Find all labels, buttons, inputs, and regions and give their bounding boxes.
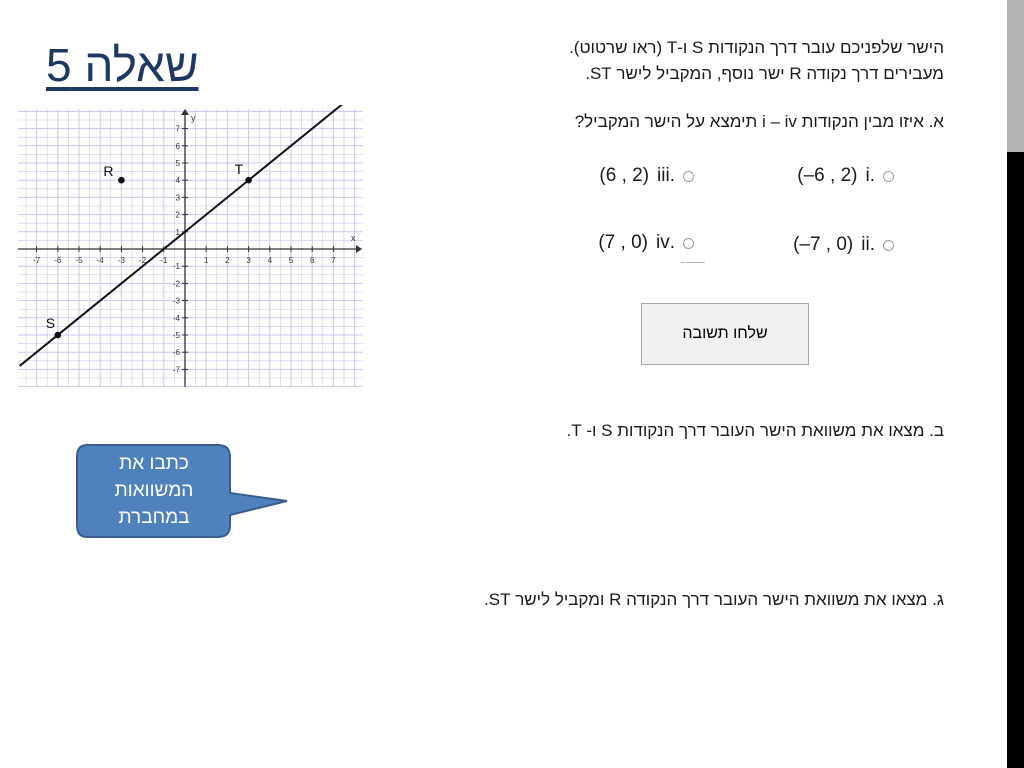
y-tick-label: 2 [175, 210, 180, 220]
x-tick-label: -5 [75, 256, 83, 265]
option-iv-label: (7 , 0) [598, 232, 648, 253]
option-iii-label: (6 , 2) [599, 165, 650, 186]
y-axis-label: y [191, 113, 196, 123]
y-tick-label: -1 [172, 262, 180, 272]
x-tick-label: 2 [225, 256, 230, 265]
y-tick-label: 7 [175, 124, 180, 134]
intro-line-1: הישר שלפניכם עובר דרך הנקודות S ו-T (ראו שרטוט). [569, 38, 944, 57]
x-tick-label: 3 [246, 256, 251, 265]
coordinate-graph [18, 105, 363, 387]
option-iii[interactable] [599, 165, 694, 187]
intro-line-2: מעבירים דרך נקודה R ישר נוסף, המקביל לישר ST. [585, 64, 944, 83]
option-iv[interactable] [598, 232, 694, 254]
y-axis-arrow [181, 109, 189, 115]
y-tick-label: -3 [172, 296, 180, 306]
y-tick-label: 4 [175, 176, 180, 186]
y-tick-label: -2 [172, 279, 180, 289]
option-iv-number: .iv [655, 232, 675, 253]
grid [18, 109, 363, 387]
x-tick-label: -4 [96, 256, 104, 265]
submit-answer-button[interactable]: שלחו תשובה [641, 303, 809, 365]
slide-edge-bar-dark [1007, 152, 1024, 768]
question-c: ג. מצאו את משוואת הישר העובר דרך הנקודה R ומקביל לישר ST. [484, 590, 944, 609]
callout-text: כתבו את המשוואות במחברת [114, 453, 194, 528]
point-label-S: S [45, 315, 56, 331]
radio-option-i[interactable] [883, 171, 894, 182]
y-tick-label: 1 [175, 227, 180, 237]
option-i-label: (–6 , 2) [797, 165, 858, 186]
radio-option-iii[interactable] [683, 171, 694, 182]
point-S [55, 332, 62, 339]
point-label-R: R [103, 163, 114, 180]
radio-option-ii[interactable] [883, 240, 894, 251]
x-tick-label: 5 [288, 256, 294, 265]
x-tick-label: -3 [117, 256, 125, 265]
option-i-number: .i [865, 165, 875, 186]
y-tick-label: -7 [172, 365, 180, 375]
line-st [20, 105, 355, 366]
y-tick-label: 6 [175, 141, 180, 151]
x-tick-label: -1 [160, 256, 168, 265]
x-axis-arrow [356, 245, 362, 253]
option-i[interactable] [797, 165, 894, 187]
x-tick-label: 4 [267, 256, 273, 265]
option-ii-number: .ii [861, 234, 875, 255]
y-tick-label: 3 [175, 193, 180, 203]
y-tick-label: -6 [172, 348, 180, 358]
x-tick-label: -2 [139, 256, 147, 265]
question-a: א. איזו מבין הנקודות i – iv תימצא על הישר המקביל? [574, 112, 944, 131]
x-tick-label: -7 [33, 256, 41, 265]
y-tick-label: -5 [172, 331, 180, 340]
x-tick-label: 6 [309, 256, 315, 265]
radio-option-iv[interactable] [683, 238, 694, 249]
y-tick-label: -4 [172, 313, 180, 323]
option-iii-number: .iii [657, 165, 675, 186]
x-axis-label: x [351, 233, 356, 243]
question-b: ב. מצאו את משוואת הישר העובר דרך הנקודות S ו- T. [566, 421, 944, 440]
option-ii-label: (–7 , 0) [793, 234, 854, 255]
y-tick-label: 5 [175, 159, 180, 168]
point-label-T: T [234, 161, 244, 178]
option-ii[interactable] [793, 234, 894, 256]
point-T [245, 177, 252, 184]
focus-underline [681, 262, 705, 263]
point-R [118, 177, 125, 184]
slide-edge-bar [1007, 0, 1024, 152]
x-tick-label: -6 [54, 256, 62, 265]
x-tick-label: 1 [203, 256, 209, 265]
page-title: שאלה 5 [46, 39, 199, 91]
x-tick-label: 7 [331, 256, 336, 265]
